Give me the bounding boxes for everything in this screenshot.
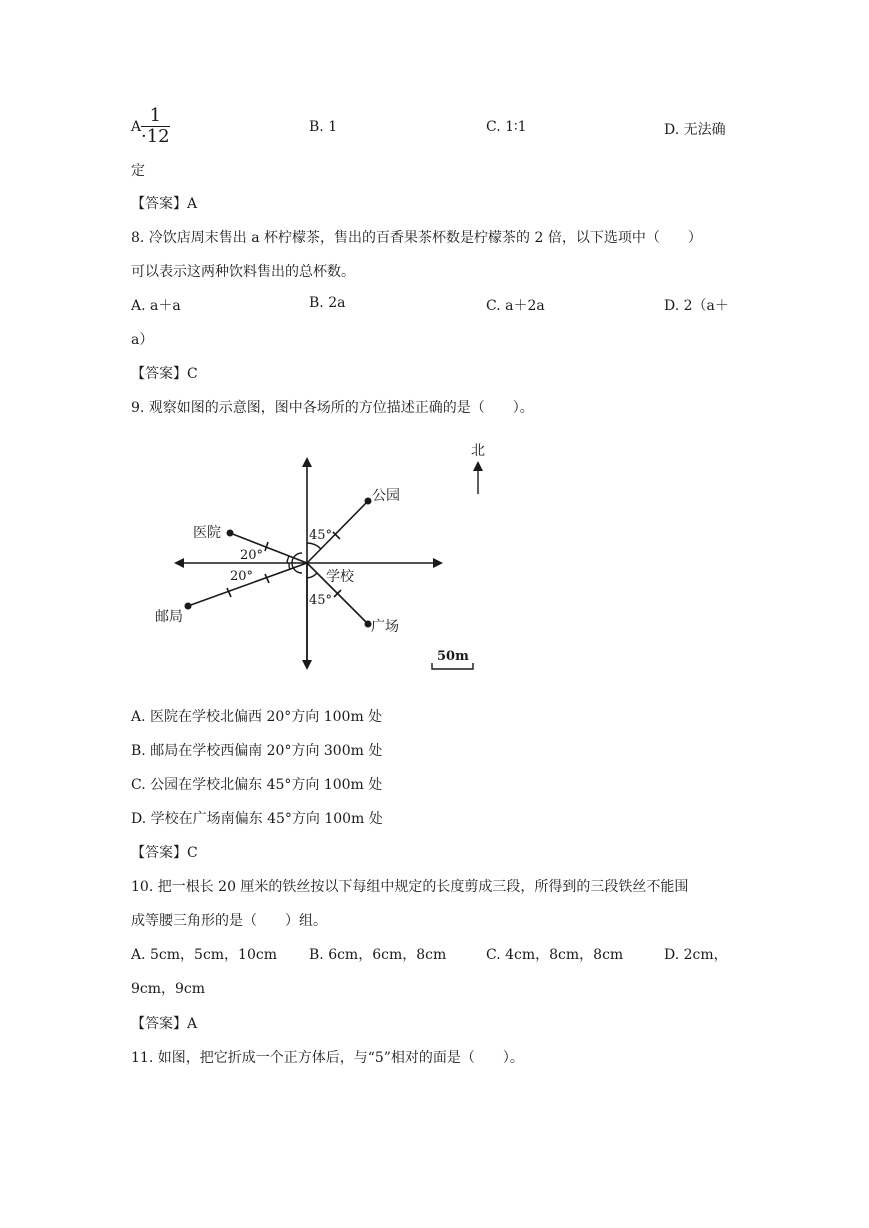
q9-direction-diagram	[0, 430, 869, 690]
square-angle-arc	[307, 573, 317, 578]
post-label: 邮局	[155, 609, 183, 625]
q7-fraction-numerator: 1	[141, 106, 170, 127]
q10-answer: 【答案】A	[131, 1016, 198, 1032]
q8-answer: 【答案】C	[131, 366, 198, 382]
park-point	[365, 498, 372, 505]
q10-option-a: A. 5cm，5cm，10cm	[131, 947, 277, 963]
q8-stem-line2: 可以表示这两种饮料售出的总杯数。	[131, 264, 355, 280]
north-label: 北	[471, 443, 485, 459]
hospital-angle-arc	[287, 556, 289, 563]
q7-option-c: C. 1∶1	[486, 119, 527, 135]
q9-answer: 【答案】C	[131, 845, 198, 861]
q7-option-b: B. 1	[309, 119, 338, 135]
q11-stem-line1: 11. 如图，把它折成一个正方体后，与“5”相对的面是（ ）。	[131, 1050, 524, 1066]
q9-option-d: D. 学校在广场南偏东 45°方向 100m 处	[131, 811, 383, 827]
park-angle-arc	[307, 543, 321, 549]
q8-option-b: B. 2a	[309, 295, 346, 311]
q9-option-a: A. 医院在学校北偏西 20°方向 100m 处	[131, 709, 383, 725]
q10-option-d-wrap: 9cm，9cm	[131, 981, 206, 997]
q8-option-c: C. a＋2a	[486, 298, 545, 314]
q10-stem-line1: 10. 把一根长 20 厘米的铁丝按以下每组中规定的长度剪成三段，所得到的三段铁丝不能围	[131, 879, 689, 895]
hospital-label: 医院	[193, 525, 221, 541]
q8-option-d-wrap: a）	[131, 332, 154, 348]
q10-option-b: B. 6cm，6cm，8cm	[309, 947, 447, 963]
angle-square-label: 45°	[309, 593, 333, 608]
q7-option-d-wrap: 定	[131, 163, 145, 179]
q7-answer: 【答案】A	[131, 196, 198, 212]
angle-post-label: 20°	[230, 569, 254, 584]
q8-option-a: A. a＋a	[131, 298, 181, 314]
q9-option-c: C. 公园在学校北偏东 45°方向 100m 处	[131, 777, 383, 793]
q10-stem-line2: 成等腰三角形的是（ ）组。	[131, 913, 327, 929]
scale-label: 50m	[437, 649, 469, 664]
q9-stem-line1: 9. 观察如图的示意图，图中各场所的方位描述正确的是（ ）。	[131, 400, 534, 416]
square-label: 广场	[371, 619, 399, 635]
post-angle-arc	[289, 563, 290, 570]
q10-option-d: D. 2cm，	[664, 947, 728, 963]
q8-stem-line1: 8. 冷饮店周末售出 a 杯柠檬茶，售出的百香果茶杯数是柠檬茶的 2 倍，以下选项中（ ）	[131, 230, 702, 246]
q7-option-d: D. 无法确	[664, 122, 726, 138]
hospital-point	[227, 530, 234, 537]
q9-option-b: B. 邮局在学校西偏南 20°方向 300m 处	[131, 743, 383, 759]
park-label: 公园	[372, 488, 400, 504]
angle-park-label: 45°	[309, 528, 333, 543]
q8-option-d: D. 2（a＋	[664, 298, 729, 314]
q7-fraction-denominator: ·12	[141, 126, 170, 147]
q10-option-c: C. 4cm，8cm，8cm	[486, 947, 624, 963]
school-label: 学校	[326, 569, 354, 585]
post-point	[185, 603, 192, 610]
angle-hospital-label: 20°	[240, 548, 264, 563]
q7-option-a-fraction	[141, 106, 170, 147]
q7-option-a-label: A	[131, 119, 142, 135]
